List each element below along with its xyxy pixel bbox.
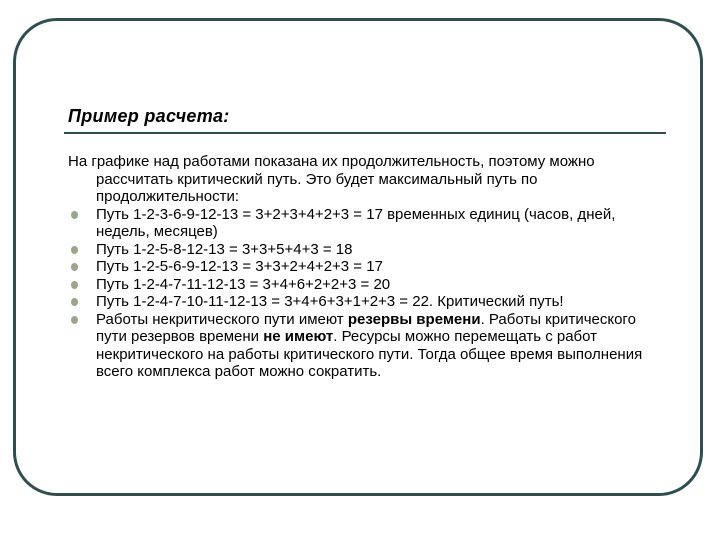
no-reserves-emphasis: не имеют [263,328,334,345]
slide-content [68,153,668,381]
path-2-text: Путь 1-2-5-8-12-13 = 3+3+5+4+3 = 18 [96,240,353,258]
path-1-text: Путь 1-2-3-6-9-12-13 = 3+2+3+4+2+3 = 17 временных единиц (часов, дней, недель, месяцев) [96,205,616,240]
path-4-text: Путь 1-2-4-7-11-12-13 = 3+4+6+2+2+3 = 20 [96,275,391,293]
reserves-text-1: Работы некритического пути имеют [96,310,348,328]
path-5-text: Путь 1-2-4-7-10-11-12-13 = 3+4+6+3+1+2+3 = 22. Критический путь! [96,293,564,310]
intro-paragraph: На графике над работами показана их продолжительность, поэтому можно рассчитать критический путь. Это будет максимальный путь по продолжительности: [68,153,595,205]
bullet-list [68,206,668,381]
title-divider [64,132,666,134]
reserves-emphasis: резервы времени [347,310,481,328]
list-item [68,293,668,311]
bullet-icon [71,281,78,289]
reserves-text-2: . Работы критического пути резервов времени [96,310,636,345]
list-item [68,311,668,381]
list-item [68,241,668,259]
slide-title: Пример расчета: [68,106,230,126]
list-item [68,206,668,241]
list-item [68,276,668,294]
bullet-icon [71,211,78,219]
bullet-icon [71,263,78,271]
bullet-icon [71,298,78,306]
bullet-icon [71,246,78,254]
path-3-text: Путь 1-2-5-6-9-12-13 = 3+3+2+4+2+3 = 17 [96,258,383,275]
list-item [68,258,668,276]
bullet-icon [71,316,78,324]
reserves-text-3: . Ресурсы можно перемещать с работ некритического на работы критического пути. Тогда общее время выполнения всего комплекса работ можно сократить. [96,328,643,380]
